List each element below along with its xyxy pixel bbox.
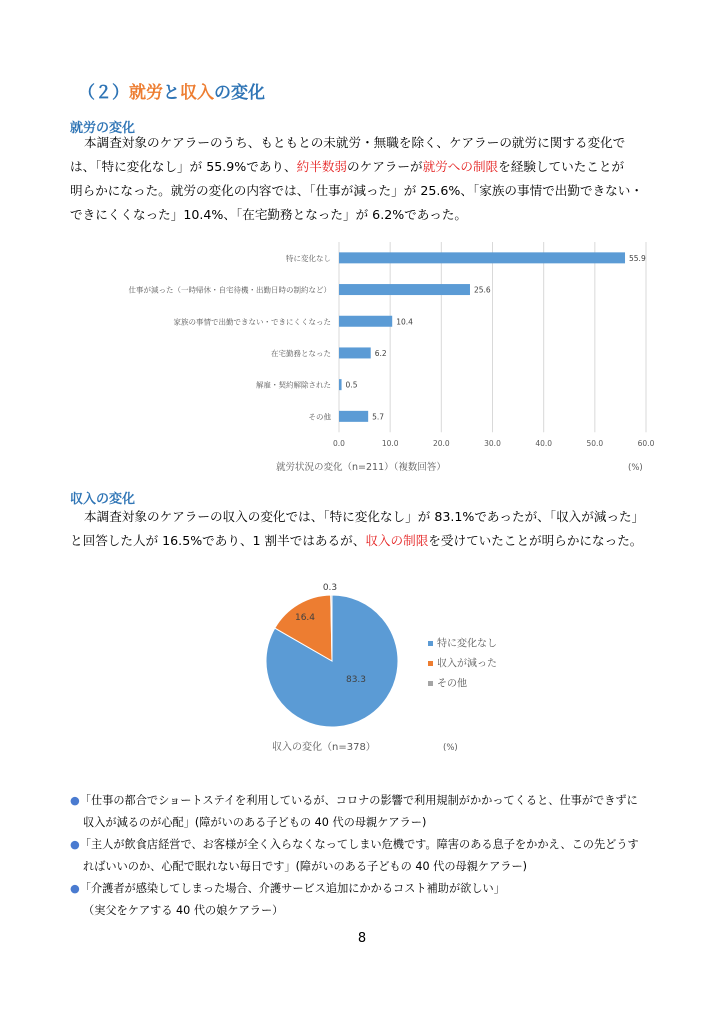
chart-unit: (%) [443,743,458,753]
slice-value-label: 16.4 [294,613,316,623]
category-label: 在宅勤務となった [271,348,331,358]
employment-para-line-2a: は、「特に変化なし」が 55.9%であり、 [70,159,297,174]
employment-para-line-2b: のケアラーが [347,159,423,174]
quote-line: 収入が減るのが心配」(障がいのある子どもの 40 代の母親ケアラー) [83,816,427,829]
x-tick-label: 30.0 [484,439,501,449]
quote-item [70,834,639,878]
legend-label: 収入が減った [437,658,497,670]
x-tick-label: 40.0 [535,439,553,449]
employment-para-line-2c: を経験していたことが [498,159,625,174]
quote-line: 「主人が飲食店経営で、お客様が全く入らなくなってしまい危機です。障害のある息子をかかえ、この先どうす [79,838,639,851]
page-number: 8 [357,931,367,946]
employment-para-line-3: 明らかになった。就労の変化の内容では、「仕事が減った」が 25.6%、「家族の事情で出勤できない・ [70,183,643,198]
category-label: その他 [308,412,331,422]
bar [339,379,342,390]
quote-line: 「仕事の都合でショートステイを利用しているが、コロナの影響で利用規制がかかってくると、仕事ができずに [79,794,638,807]
section-title [78,78,265,103]
category-label: 特に変化なし [286,253,331,263]
legend-swatch [428,641,433,646]
slice-value-label: 0.3 [322,583,338,593]
category-label: 家族の事情で出勤できない・できにくくなった [173,317,331,327]
bar [339,284,470,295]
category-label: 解雇・契約解除された [256,380,331,390]
bullet-icon: ● [70,838,80,851]
income-para-line-1: 本調査対象のケアラーの収入の変化では、「特に変化なし」が 83.1%であったが、「収入が減った」 [84,509,645,524]
bar-value-label: 6.2 [374,348,387,358]
legend-swatch [428,661,433,666]
income-para-line-2 [70,529,644,553]
highlight-work-restriction: 就労への制限 [422,159,499,174]
employment-para-line-4: できにくくなった」10.4%、「在宅勤務となった」が 6.2%であった。 [70,207,468,222]
quote-list [70,790,639,922]
employment-subtitle: 就労の変化 [70,121,136,136]
chart-unit: (%) [628,463,643,474]
bar-value-label: 25.6 [473,285,491,295]
employment-paragraph [70,131,643,227]
section-title-tail: の変化 [214,83,265,103]
highlight-about-half: 約半数弱 [296,159,347,174]
quote-item [70,878,639,922]
bar [339,252,625,263]
bar [339,411,368,422]
slice-value-label: 83.3 [345,675,367,685]
bullet-icon: ● [70,794,80,807]
section-title-word-income: 収入 [180,83,214,103]
quote-line: 「介護者が感染してしまった場合、介護サービス追加にかかるコスト補助が欲しい」 [79,882,505,895]
income-para-line-2b: を受けていたことが明らかになった。 [428,533,643,548]
x-tick-label: 50.0 [586,439,604,449]
income-subtitle: 収入の変化 [70,492,136,507]
income-paragraph [70,505,644,553]
employment-para-line-2 [70,155,643,179]
bullet-icon: ● [70,882,80,895]
income-change-pie-chart [0,570,724,765]
category-label: 仕事が減った（一時帰休・自宅待機・出勤日時の制約など） [128,285,331,295]
legend-label: 特に変化なし [437,638,497,650]
quote-line: （実父をケアする 40 代の娘ケアラー） [83,904,284,917]
x-tick-label: 20.0 [432,439,450,449]
legend-swatch [428,681,433,686]
bar-value-label: 10.4 [396,317,413,327]
bar-value-label: 55.9 [629,253,646,263]
legend-label: その他 [437,678,467,690]
chart-caption: 収入の変化（n=378） [272,742,376,753]
section-title-paren: （２） [78,83,129,103]
chart-caption: 就労状況の変化（n=211）（複数回答） [276,462,446,474]
x-tick-label: 60.0 [637,439,655,449]
x-tick-label: 0.0 [333,439,345,449]
employment-para-line-1: 本調査対象のケアラーのうち、もともとの未就労・無職を除く、ケアラーの就労に関する変化で [84,135,626,150]
quote-item [70,790,639,834]
section-title-word-employment: 就労 [129,83,163,103]
income-para-line-2a: と回答した人が 16.5%であり、1 割半ではあるが、 [70,533,366,548]
highlight-income-restriction: 収入の制限 [365,533,429,548]
quote-line: ればいいのか、心配で眠れない毎日です」(障がいのある子どもの 40 代の母親ケアラー) [83,860,528,873]
x-tick-label: 10.0 [381,439,399,449]
section-title-conjunction: と [163,83,180,103]
bar-value-label: 5.7 [372,412,385,422]
bar [339,347,371,358]
employment-change-bar-chart [0,230,724,480]
bar [339,316,392,327]
bar-value-label: 0.5 [345,380,358,390]
